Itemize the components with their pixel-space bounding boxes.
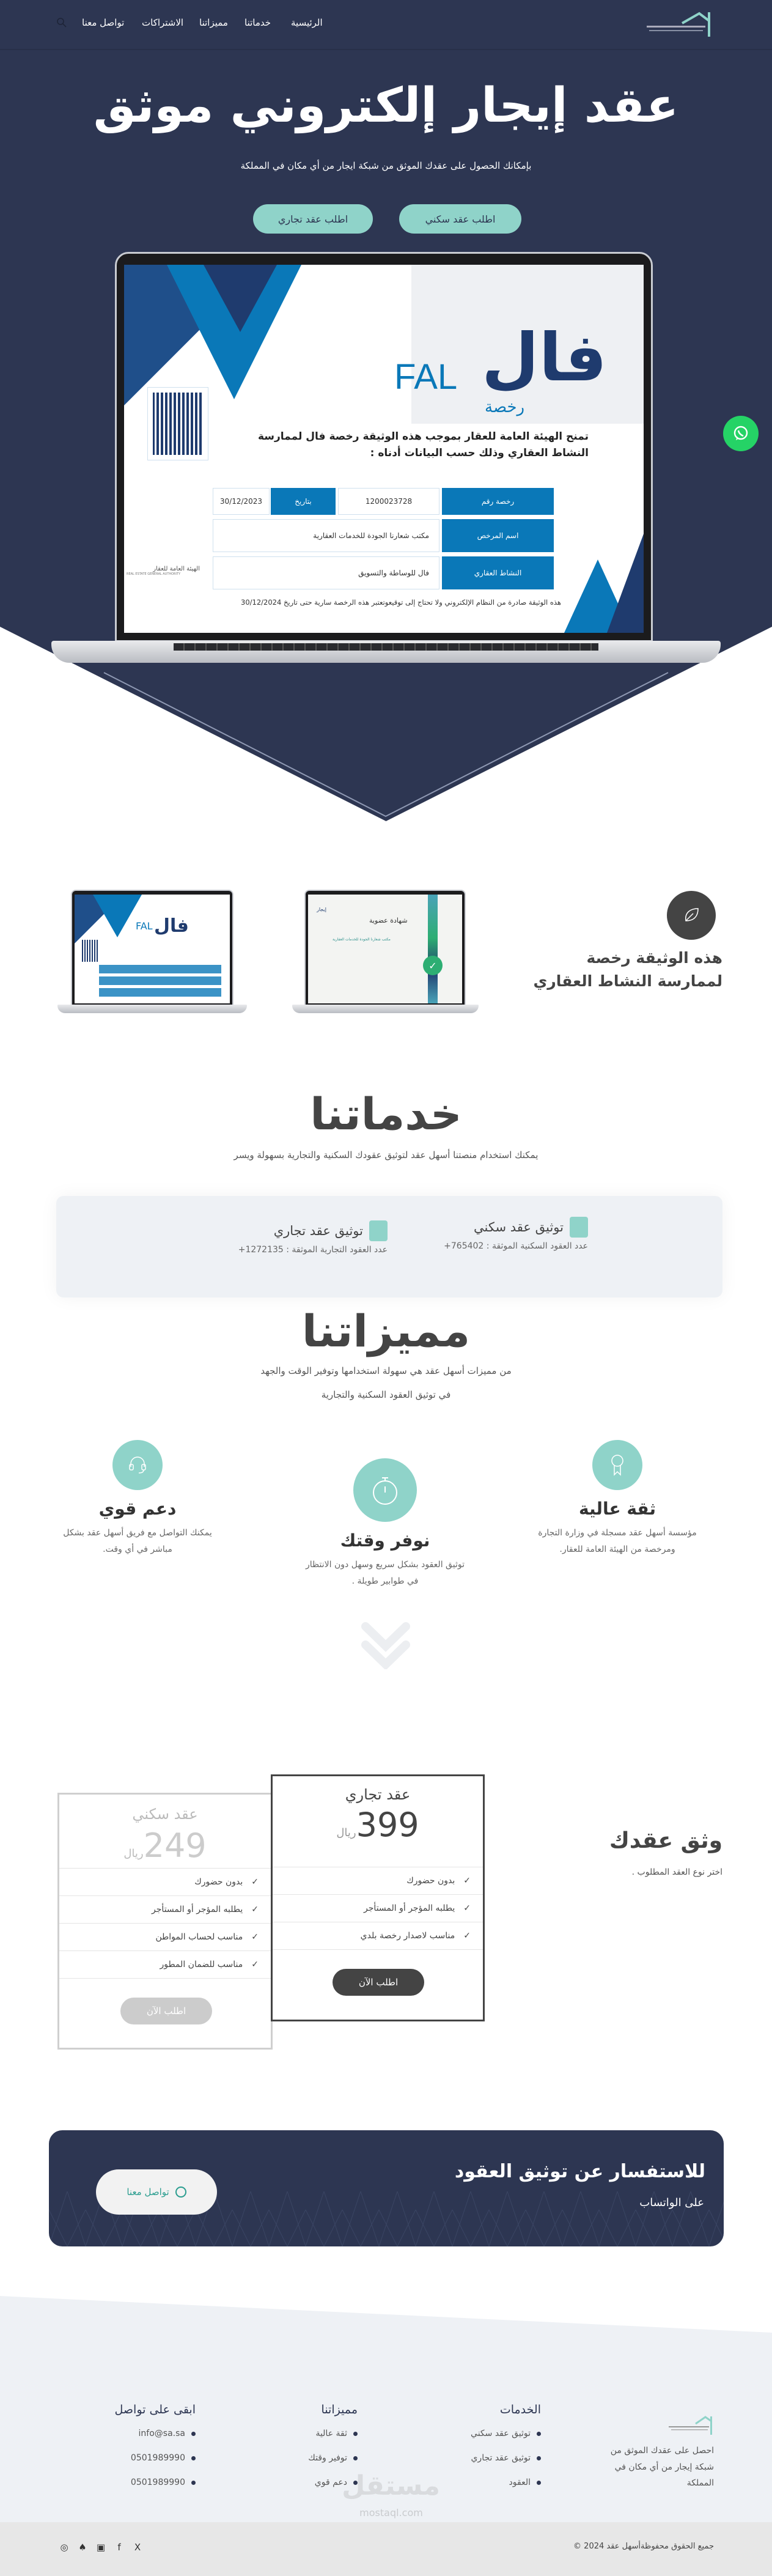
services-title: خدماتنا [310, 1088, 462, 1140]
service-count: عدد العقود التجارية الموثقة : 1272135+ [238, 1245, 388, 1255]
decor-triangle [204, 265, 277, 332]
plan-feature: ✓ بدون حضورك [59, 1868, 271, 1895]
whatsapp-icon[interactable]: ◎ [60, 2542, 68, 2553]
whatsapp-icon [732, 424, 750, 443]
footer-link[interactable]: توثيق عقد سكني [428, 2421, 541, 2446]
footer-link[interactable]: توثيق عقد تجاري [428, 2446, 541, 2470]
footer-heading: الخدمات [499, 2403, 541, 2416]
plan-feature: ✓ يطلبه المؤجر أو المستأجر [273, 1894, 483, 1922]
search-icon[interactable] [56, 17, 67, 28]
certificate-note: هذه الوثيقة صادرة من النظام الإلكتروني ولا تحتاج إلى توقيعوتعتبر هذه الرخصة سارية حتى تاريخ 30/12/2024 [241, 598, 561, 607]
pricing-title: وثق عقدك [609, 1828, 722, 1853]
laptop-base [51, 641, 721, 663]
plan-feature: ✓ بدون حضورك [273, 1867, 483, 1894]
snapchat-icon[interactable]: ♠ [78, 2542, 87, 2553]
footer-heading: مميزاتنا [321, 2403, 358, 2416]
plan-feature: ✓ مناسب للضمان المطور [59, 1950, 271, 1978]
check-icon: ✓ [463, 1903, 471, 1913]
keyboard [174, 643, 598, 651]
x-icon[interactable]: X [134, 2542, 141, 2553]
headset-icon [112, 1440, 163, 1490]
watermark-latin: mostaql.com [359, 2507, 423, 2519]
feature-title: ثقة عالية [579, 1499, 656, 1519]
fal-latin-logo: FAL [136, 920, 153, 932]
plan-feature: ✓ يطلبه المؤجر أو المستأجر [59, 1895, 271, 1923]
feature-strong-support [61, 1440, 214, 1557]
request-residential-contract-button[interactable]: اطلب عقد سكني [399, 204, 521, 234]
order-residential-button[interactable]: اطلب الآن [120, 1998, 212, 2024]
nav-home[interactable]: الرئيسية [291, 17, 323, 28]
features-subtitle-1: من مميزات أسهل عقد هي سهولة استخدامها وتوفير الوقت والجهد [260, 1365, 512, 1376]
plan-price [59, 1826, 271, 1865]
footer-email[interactable]: info@sa.sa [92, 2421, 196, 2446]
features-subtitle-2: في توثيق العقود السكنية والتجارية [321, 1389, 451, 1400]
nav-subscriptions[interactable]: الاشتراكات [142, 17, 184, 28]
license-number-label: رخصة رقم [442, 488, 554, 515]
hero-title: عقد إيجار إلكتروني موثق [93, 78, 679, 133]
feature-high-trust [532, 1440, 703, 1557]
license-number-value: 1200023728 [338, 488, 439, 515]
feature-description: يمكنك التواصل مع فريق أسهل عقد بشكل مباشر في أي وقت. [63, 1528, 212, 1554]
document-description: هذه الوثيقة رخصة لممارسة النشاط العقاري [533, 949, 722, 990]
licensee-label: اسم المرخص [442, 519, 554, 552]
footer-phone[interactable]: 0501989990 [92, 2446, 196, 2470]
date-label: بتاريخ [271, 488, 336, 515]
feature-description: مؤسسة أسهل عقد مسجلة في وزارة التجارة ومرخصة من الهيئة العامة للعقار. [538, 1528, 697, 1554]
certificate-grant-text [197, 429, 589, 462]
scroll-down-chevrons-icon[interactable] [361, 1620, 411, 1669]
nav-features[interactable]: مميزاتنا [199, 17, 228, 28]
authority-name: الهيئة العامة للعقار [153, 566, 200, 572]
decor-triangle [607, 534, 644, 633]
authority-name-en: REAL ESTATE GENERAL AUTHORITY [127, 572, 181, 576]
footer-features-column [244, 2403, 358, 2495]
footer-bottom-bar [0, 2522, 772, 2576]
check-icon: ✓ [463, 1876, 471, 1886]
site-logo[interactable] [641, 11, 714, 38]
feature-save-time [293, 1458, 477, 1589]
check-icon: ✓ [251, 1960, 259, 1969]
plan-feature: ✓ مناسب لاصدار رخصة بلدي [273, 1922, 483, 1949]
plan-price [273, 1806, 483, 1844]
nav-contact[interactable]: تواصل معنا [82, 17, 125, 28]
footer-link[interactable]: العقود [428, 2470, 541, 2495]
nav-divider [0, 49, 772, 50]
activity-label: النشاط العقاري [442, 556, 554, 589]
cta-title: للاستفسار عن توثيق العقود [454, 2161, 705, 2182]
hero-laptop [115, 252, 653, 642]
nav-services[interactable]: خدماتنا [244, 17, 271, 28]
fal-arabic-logo: فال [482, 320, 607, 396]
whatsapp-icon [175, 2187, 186, 2198]
footer-link[interactable]: دعم قوي [244, 2470, 358, 2495]
activity-value: فال للوساطة والتسويق [213, 556, 439, 589]
copyright-text: جميع الحقوق محفوظةأسهل عقد 2024 © [573, 2542, 714, 2551]
services-subtitle: يمكنك استخدام منصتنا أسهل عقد لتوثيق عقودك السكنية والتجارية بسهولة ويسر [233, 1150, 539, 1161]
divider [59, 1978, 271, 1979]
fal-latin-logo: FAL [394, 357, 458, 397]
divider [273, 1949, 483, 1950]
feature-description: توثيق العقود بشكل سريع وسهل دون الانتظار في طوابير طويلة . [306, 1560, 465, 1586]
document-icon [570, 1217, 588, 1238]
laptop-fal-license [57, 890, 247, 1024]
licensee-value: مكتب شعارنا الجودة للخدمات العقارية [213, 519, 439, 552]
grant-line-1: تمنح الهيئة العامة للعقار بموجب هذه الوثيقة رخصة فال لممارسة [257, 430, 589, 443]
footer-link[interactable]: ثقة عالية [244, 2421, 358, 2446]
contact-us-button[interactable] [96, 2169, 217, 2215]
plan-card-commercial [271, 1774, 485, 2021]
check-icon: ✓ [463, 1931, 471, 1941]
house-logo-icon [665, 2415, 714, 2435]
whatsapp-cta-banner [49, 2130, 724, 2246]
plan-card-residential [57, 1793, 273, 2050]
check-icon: ✓ [251, 1877, 259, 1887]
footer-heading: ابقى على تواصل [114, 2403, 196, 2416]
service-title: توثيق عقد تجاري [273, 1223, 363, 1238]
footer-contact-column [92, 2403, 196, 2495]
membership-office: مكتب شعارنا الجودة للخدمات العقارية [333, 937, 391, 942]
service-title: توثيق عقد سكني [474, 1220, 564, 1234]
features-title: مميزاتنا [301, 1305, 471, 1357]
plan-name: عقد سكني [132, 1806, 198, 1823]
plan-price-value: 249 [143, 1826, 207, 1865]
document-icon [369, 1220, 388, 1241]
fal-license-certificate [124, 265, 644, 633]
whatsapp-float-button[interactable] [723, 416, 759, 451]
footer-link[interactable]: توفير وقتك [244, 2446, 358, 2470]
cta-subtitle: على الواتساب [639, 2196, 704, 2209]
plan-currency: ريال [123, 1847, 144, 1860]
services-card [56, 1196, 722, 1297]
check-icon: ✓ [251, 1905, 259, 1914]
watermark-arabic: مستقل [342, 2470, 440, 2501]
date-value: 30/12/2023 [213, 488, 270, 515]
plan-feature: ✓ مناسب لحساب المواطن [59, 1923, 271, 1950]
footer-about: احصل على عقدك الموثق من شبكة إيجار من أي مكان في المملكة [610, 2446, 714, 2489]
plan-name: عقد تجاري [345, 1786, 411, 1803]
license-word: رخصة [485, 398, 525, 416]
authority-logo [127, 566, 200, 576]
contact-us-label: تواصل معنا [127, 2187, 169, 2198]
grant-line-2: النشاط العقاري وذلك حسب البيانات أدناه : [370, 447, 589, 460]
check-icon: ✓ [251, 1932, 259, 1942]
feature-title: دعم قوي [98, 1499, 177, 1519]
pricing-subtitle: اختر نوع العقد المطلوب . [631, 1867, 722, 1877]
facebook-icon[interactable]: f [117, 2542, 121, 2553]
stopwatch-icon [353, 1458, 417, 1522]
plan-currency: ريال [336, 1826, 356, 1839]
service-count: عدد العقود السكنية الموثقة : 765402+ [444, 1241, 588, 1251]
footer-services-column [428, 2403, 541, 2495]
plan-price-value: 399 [356, 1806, 419, 1844]
leaf-icon [667, 891, 716, 940]
fal-arabic-logo: فال [154, 915, 189, 937]
service-item-residential[interactable] [399, 1217, 588, 1251]
ejar-logo: إيجار [317, 907, 326, 912]
award-ribbon-icon [592, 1440, 642, 1490]
request-commercial-contract-button[interactable]: اطلب عقد تجاري [253, 204, 373, 234]
social-links [59, 2542, 143, 2553]
feature-title: نوفر وقتك [340, 1530, 430, 1551]
service-item-commercial[interactable] [186, 1220, 388, 1255]
laptop-membership-certificate [292, 890, 479, 1024]
verified-badge-icon: ✓ [423, 956, 443, 975]
footer-logo[interactable] [665, 2415, 714, 2435]
footer-phone[interactable]: 0501989990 [92, 2470, 196, 2495]
membership-title: شهادة عضوية [369, 917, 408, 924]
order-commercial-button[interactable]: اطلب الآن [333, 1969, 424, 1996]
instagram-icon[interactable]: ▣ [96, 2542, 106, 2553]
hero-subtitle: بإمكانك الحصول على عقدك الموثق من شبكة ايجار من أي مكان في المملكة [240, 160, 532, 171]
house-logo-icon [641, 11, 714, 38]
